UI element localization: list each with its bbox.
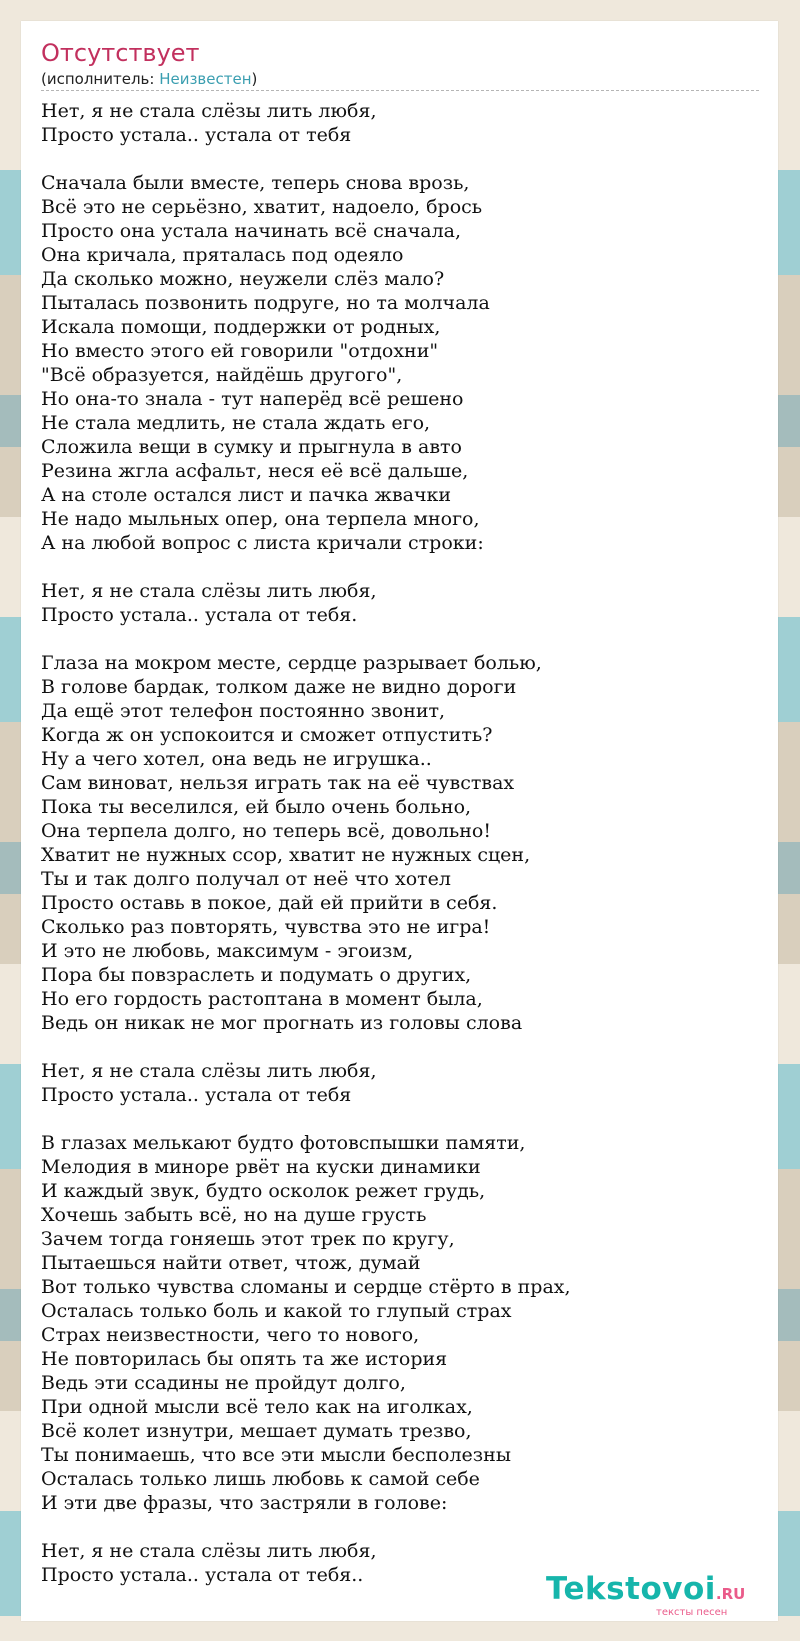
stanza bbox=[41, 1059, 761, 1107]
lyric-line: Нет, я не стала слёзы лить любя, bbox=[41, 580, 377, 602]
logo-wordmark: Tekstovoi bbox=[546, 1571, 716, 1607]
lyrics-card bbox=[21, 21, 778, 1621]
lyric-line: Но вместо этого ей говорили "отдохни" bbox=[41, 340, 439, 362]
lyric-line: И каждый звук, будто осколок режет грудь, bbox=[41, 1180, 486, 1202]
lyric-line: Осталась только лишь любовь к самой себе bbox=[41, 1468, 480, 1490]
lyric-line: Всё колет изнутри, мешает думать трезво, bbox=[41, 1420, 472, 1442]
lyric-line: Да ещё этот телефон постоянно звонит, bbox=[41, 700, 446, 722]
lyric-line: Просто устала.. устала от тебя. bbox=[41, 604, 358, 626]
logo-domain: .RU bbox=[715, 1585, 746, 1603]
lyric-line: Когда ж он успокоится и сможет отпустить? bbox=[41, 724, 493, 746]
lyric-line: Она терпела долго, но теперь всё, довольно! bbox=[41, 820, 491, 842]
lyric-line: Пыталась позвонить подруге, но та молчала bbox=[41, 292, 490, 314]
stanza bbox=[41, 1131, 761, 1515]
lyric-line: Сколько раз повторять, чувства это не игра! bbox=[41, 916, 491, 938]
lyric-line: Мелодия в миноре рвёт на куски динамики bbox=[41, 1156, 481, 1178]
artist-prefix: (исполнитель: bbox=[41, 70, 160, 88]
lyric-line: Ведь он никак не мог прогнать из головы слова bbox=[41, 1012, 523, 1034]
artist-line bbox=[41, 70, 257, 88]
lyric-line: Не повторилась бы опять та же история bbox=[41, 1348, 448, 1370]
lyric-line: Нет, я не стала слёзы лить любя, bbox=[41, 1540, 377, 1562]
lyric-line: Резина жгла асфальт, неся её всё дальше, bbox=[41, 460, 469, 482]
lyric-line: Зачем тогда гоняешь этот трек по кругу, bbox=[41, 1228, 455, 1250]
lyric-line: "Всё образуется, найдёшь другого", bbox=[41, 364, 403, 386]
lyric-line: Но она-то знала - тут наперёд всё решено bbox=[41, 388, 464, 410]
lyric-line: Осталась только боль и какой то глупый страх bbox=[41, 1300, 512, 1322]
lyric-line: Просто устала.. устала от тебя.. bbox=[41, 1564, 364, 1586]
lyrics-text bbox=[41, 99, 761, 1587]
lyric-line: Пытаешься найти ответ, чтож, думай bbox=[41, 1252, 421, 1274]
song-title: Отсутствует bbox=[41, 39, 200, 67]
logo-tagline: тексты песен bbox=[656, 1607, 728, 1618]
divider bbox=[41, 90, 759, 91]
lyric-line: Ведь эти ссадины не пройдут долго, bbox=[41, 1372, 406, 1394]
lyric-line: А на столе остался лист и пачка жвачки bbox=[41, 484, 452, 506]
stanza bbox=[41, 171, 761, 555]
lyric-line: Просто устала.. устала от тебя bbox=[41, 124, 352, 146]
lyric-line: Искала помощи, поддержки от родных, bbox=[41, 316, 441, 338]
artist-suffix: ) bbox=[251, 70, 258, 88]
lyric-line: В голове бардак, толком даже не видно дороги bbox=[41, 676, 517, 698]
lyric-line: Ну а чего хотел, она ведь не игрушка.. bbox=[41, 748, 432, 770]
lyric-line: И это не любовь, максимум - эгоизм, bbox=[41, 940, 414, 962]
lyric-line: Сложила вещи в сумку и прыгнула в авто bbox=[41, 436, 462, 458]
stanza bbox=[41, 651, 761, 1035]
lyric-line: Хватит не нужных ссор, хватит не нужных сцен, bbox=[41, 844, 531, 866]
lyric-line: Просто устала.. устала от тебя bbox=[41, 1084, 352, 1106]
lyric-line: В глазах мелькают будто фотовспышки памяти, bbox=[41, 1132, 526, 1154]
lyric-line: Она кричала, пряталась под одеяло bbox=[41, 244, 404, 266]
lyric-line: Страх неизвестности, чего то нового, bbox=[41, 1324, 420, 1346]
lyric-line: Сначала были вместе, теперь снова врозь, bbox=[41, 172, 470, 194]
lyric-line: Глаза на мокром месте, сердце разрывает болью, bbox=[41, 652, 542, 674]
lyric-line: Не стала медлить, не стала ждать его, bbox=[41, 412, 431, 434]
lyric-line: Просто оставь в покое, дай ей прийти в себя. bbox=[41, 892, 498, 914]
lyric-line: Просто она устала начинать всё сначала, bbox=[41, 220, 462, 242]
lyric-line: Сам виноват, нельзя играть так на её чувствах bbox=[41, 772, 515, 794]
lyric-line: Нет, я не стала слёзы лить любя, bbox=[41, 100, 377, 122]
lyric-line: Всё это не серьёзно, хватит, надоело, брось bbox=[41, 196, 483, 218]
lyric-line: Вот только чувства сломаны и сердце стёрто в прах, bbox=[41, 1276, 571, 1298]
lyric-line: Ты понимаешь, что все эти мысли бесполезны bbox=[41, 1444, 511, 1466]
lyric-line: Ты и так долго получал от неё что хотел bbox=[41, 868, 451, 890]
artist-link[interactable]: Неизвестен bbox=[159, 70, 252, 88]
stanza bbox=[41, 99, 761, 147]
lyric-line: Пока ты веселился, ей было очень больно, bbox=[41, 796, 472, 818]
site-logo[interactable] bbox=[546, 1571, 745, 1607]
lyric-line: А на любой вопрос с листа кричали строки: bbox=[41, 532, 484, 554]
lyric-line: И эти две фразы, что застряли в голове: bbox=[41, 1492, 448, 1514]
lyric-line: Пора бы повзраслеть и подумать о других, bbox=[41, 964, 472, 986]
lyric-line: Хочешь забыть всё, но на душе грусть bbox=[41, 1204, 427, 1226]
lyric-line: Нет, я не стала слёзы лить любя, bbox=[41, 1060, 377, 1082]
lyric-line: Не надо мыльных опер, она терпела много, bbox=[41, 508, 480, 530]
lyric-line: При одной мысли всё тело как на иголках, bbox=[41, 1396, 473, 1418]
lyric-line: Но его гордость растоптана в момент была, bbox=[41, 988, 483, 1010]
lyric-line: Да сколько можно, неужели слёз мало? bbox=[41, 268, 445, 290]
stanza bbox=[41, 579, 761, 627]
